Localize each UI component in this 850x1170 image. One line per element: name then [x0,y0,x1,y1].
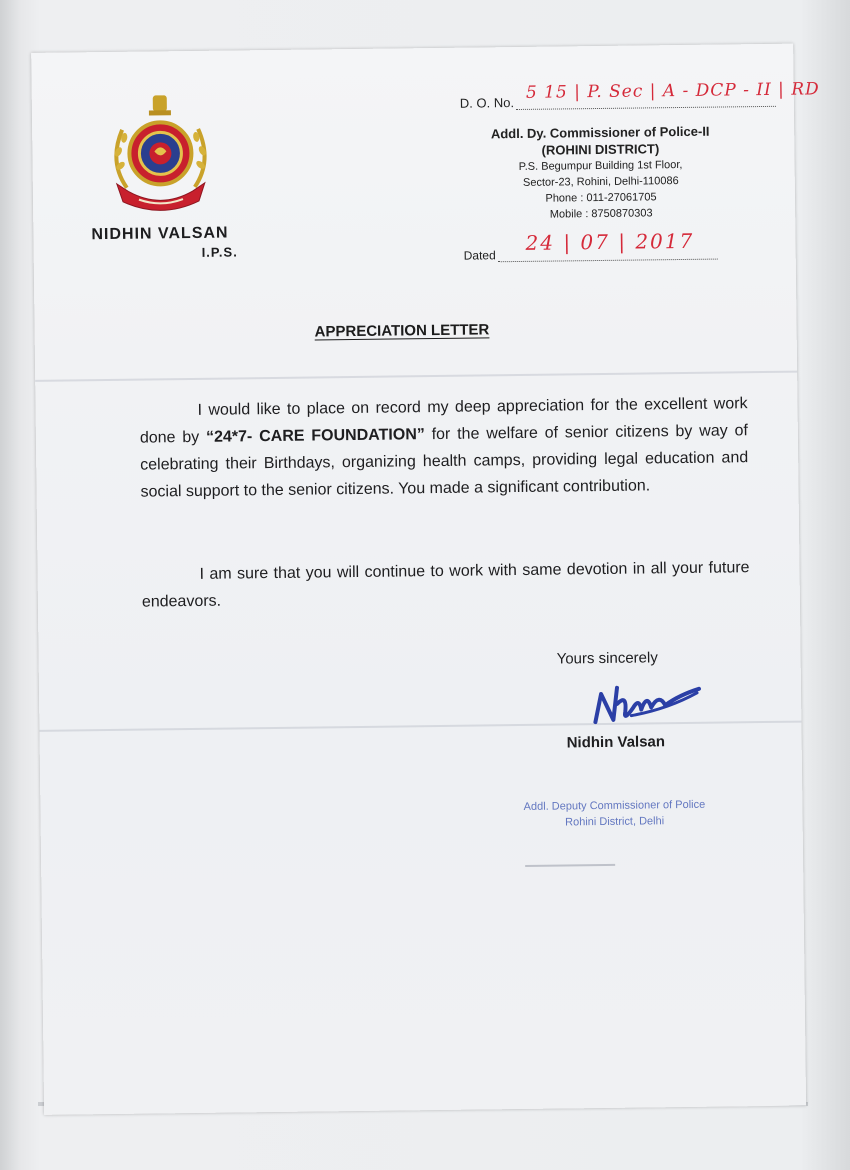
do-number-handwritten: 5 15 | P. Sec | A - DCP - II | RD [525,79,820,103]
closing-salutation: Yours sincerely [556,649,658,668]
officer-name: NIDHIN VALSAN [91,224,229,244]
officer-service: I.P.S. [201,244,238,260]
para1-text-end: for the welfare of senior citizens by way of celebrating their Birthdays, organizing health camps, providing legal education and social support to the senior citizens. You made a significant contribution. [140,422,749,501]
fold-line [35,371,797,382]
letter-sheet [31,44,820,1115]
phone-number: Phone : 011-27061705 [545,191,657,205]
do-number-line [459,79,820,111]
para1-text-start: I would like to place on record my deep appreciation for the excellent work done by [139,395,748,447]
body-paragraph-1 [139,390,748,505]
dated-label: Dated [463,248,496,263]
organization-name: “24*7- CARE FOUNDATION” [205,426,425,446]
signature-icon [587,663,708,736]
address-line-2: Sector-23, Rohini, Delhi-110086 [522,175,679,189]
do-label: D. O. No. [459,95,515,111]
letter-title: APPRECIATION LETTER [314,321,490,341]
signer-name: Nidhin Valsan [566,733,666,752]
dated-dotted-line [498,228,718,263]
do-dotted-line [516,79,820,110]
ink-smudge [525,864,615,867]
body-paragraph-2: I am sure that you will continue to work with same devotion in all your future endeavors. [141,559,750,611]
office-title: Addl. Dy. Commissioner of Police-II [490,123,710,142]
stamp-line-1: Addl. Deputy Commissioner of Police [523,798,706,813]
mobile-number: Mobile : 8750870303 [549,207,653,221]
address-line-1: P.S. Begumpur Building 1st Floor, [518,158,683,173]
delhi-police-emblem-icon [98,91,224,217]
stamp-line-2: Rohini District, Delhi [565,815,665,829]
office-address-block [432,122,769,224]
office-district: (ROHINI DISTRICT) [541,141,660,158]
dated-value-handwritten: 24 | 07 | 2017 [525,228,695,255]
dated-line [463,228,718,263]
official-stamp [514,797,714,831]
